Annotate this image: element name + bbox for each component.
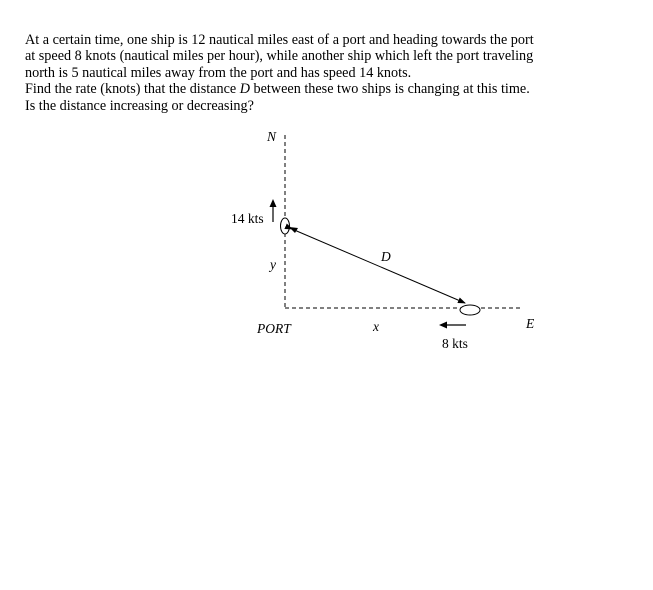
east-velocity-arrowhead (439, 322, 447, 329)
east-ship-speed-label: 8 kts (442, 336, 468, 351)
problem-line-1: At a certain time, one ship is 12 nautical miles east of a port and heading towards the port (25, 32, 534, 48)
north-velocity-arrowhead (270, 199, 277, 207)
distance-line (292, 229, 465, 303)
problem-line-5: Is the distance increasing or decreasing? (25, 97, 254, 114)
east-ship (460, 305, 480, 315)
distance-line-start-arrow (289, 227, 298, 233)
north-distance-label: y (270, 257, 276, 272)
east-label: E (526, 316, 535, 331)
problem-line-2: at speed 8 knots (nautical miles per hour), while another ship which left the port traveling (25, 48, 534, 65)
distance-variable: D (239, 81, 250, 98)
problem-line-3: north is 5 nautical miles away from the port and has speed 14 knots. (25, 64, 412, 81)
distance-label: D (381, 249, 391, 264)
north-label: N (267, 129, 277, 144)
north-ship-speed-label: 14 kts (231, 211, 264, 226)
north-ship (281, 218, 290, 234)
problem-line-4-prefix: Find the rate (knots) that the distance (25, 81, 240, 98)
east-distance-label: x (373, 319, 379, 334)
port-label: PORT (257, 321, 291, 336)
problem-line-4-suffix: between these two ships is changing at this time. (249, 81, 530, 98)
